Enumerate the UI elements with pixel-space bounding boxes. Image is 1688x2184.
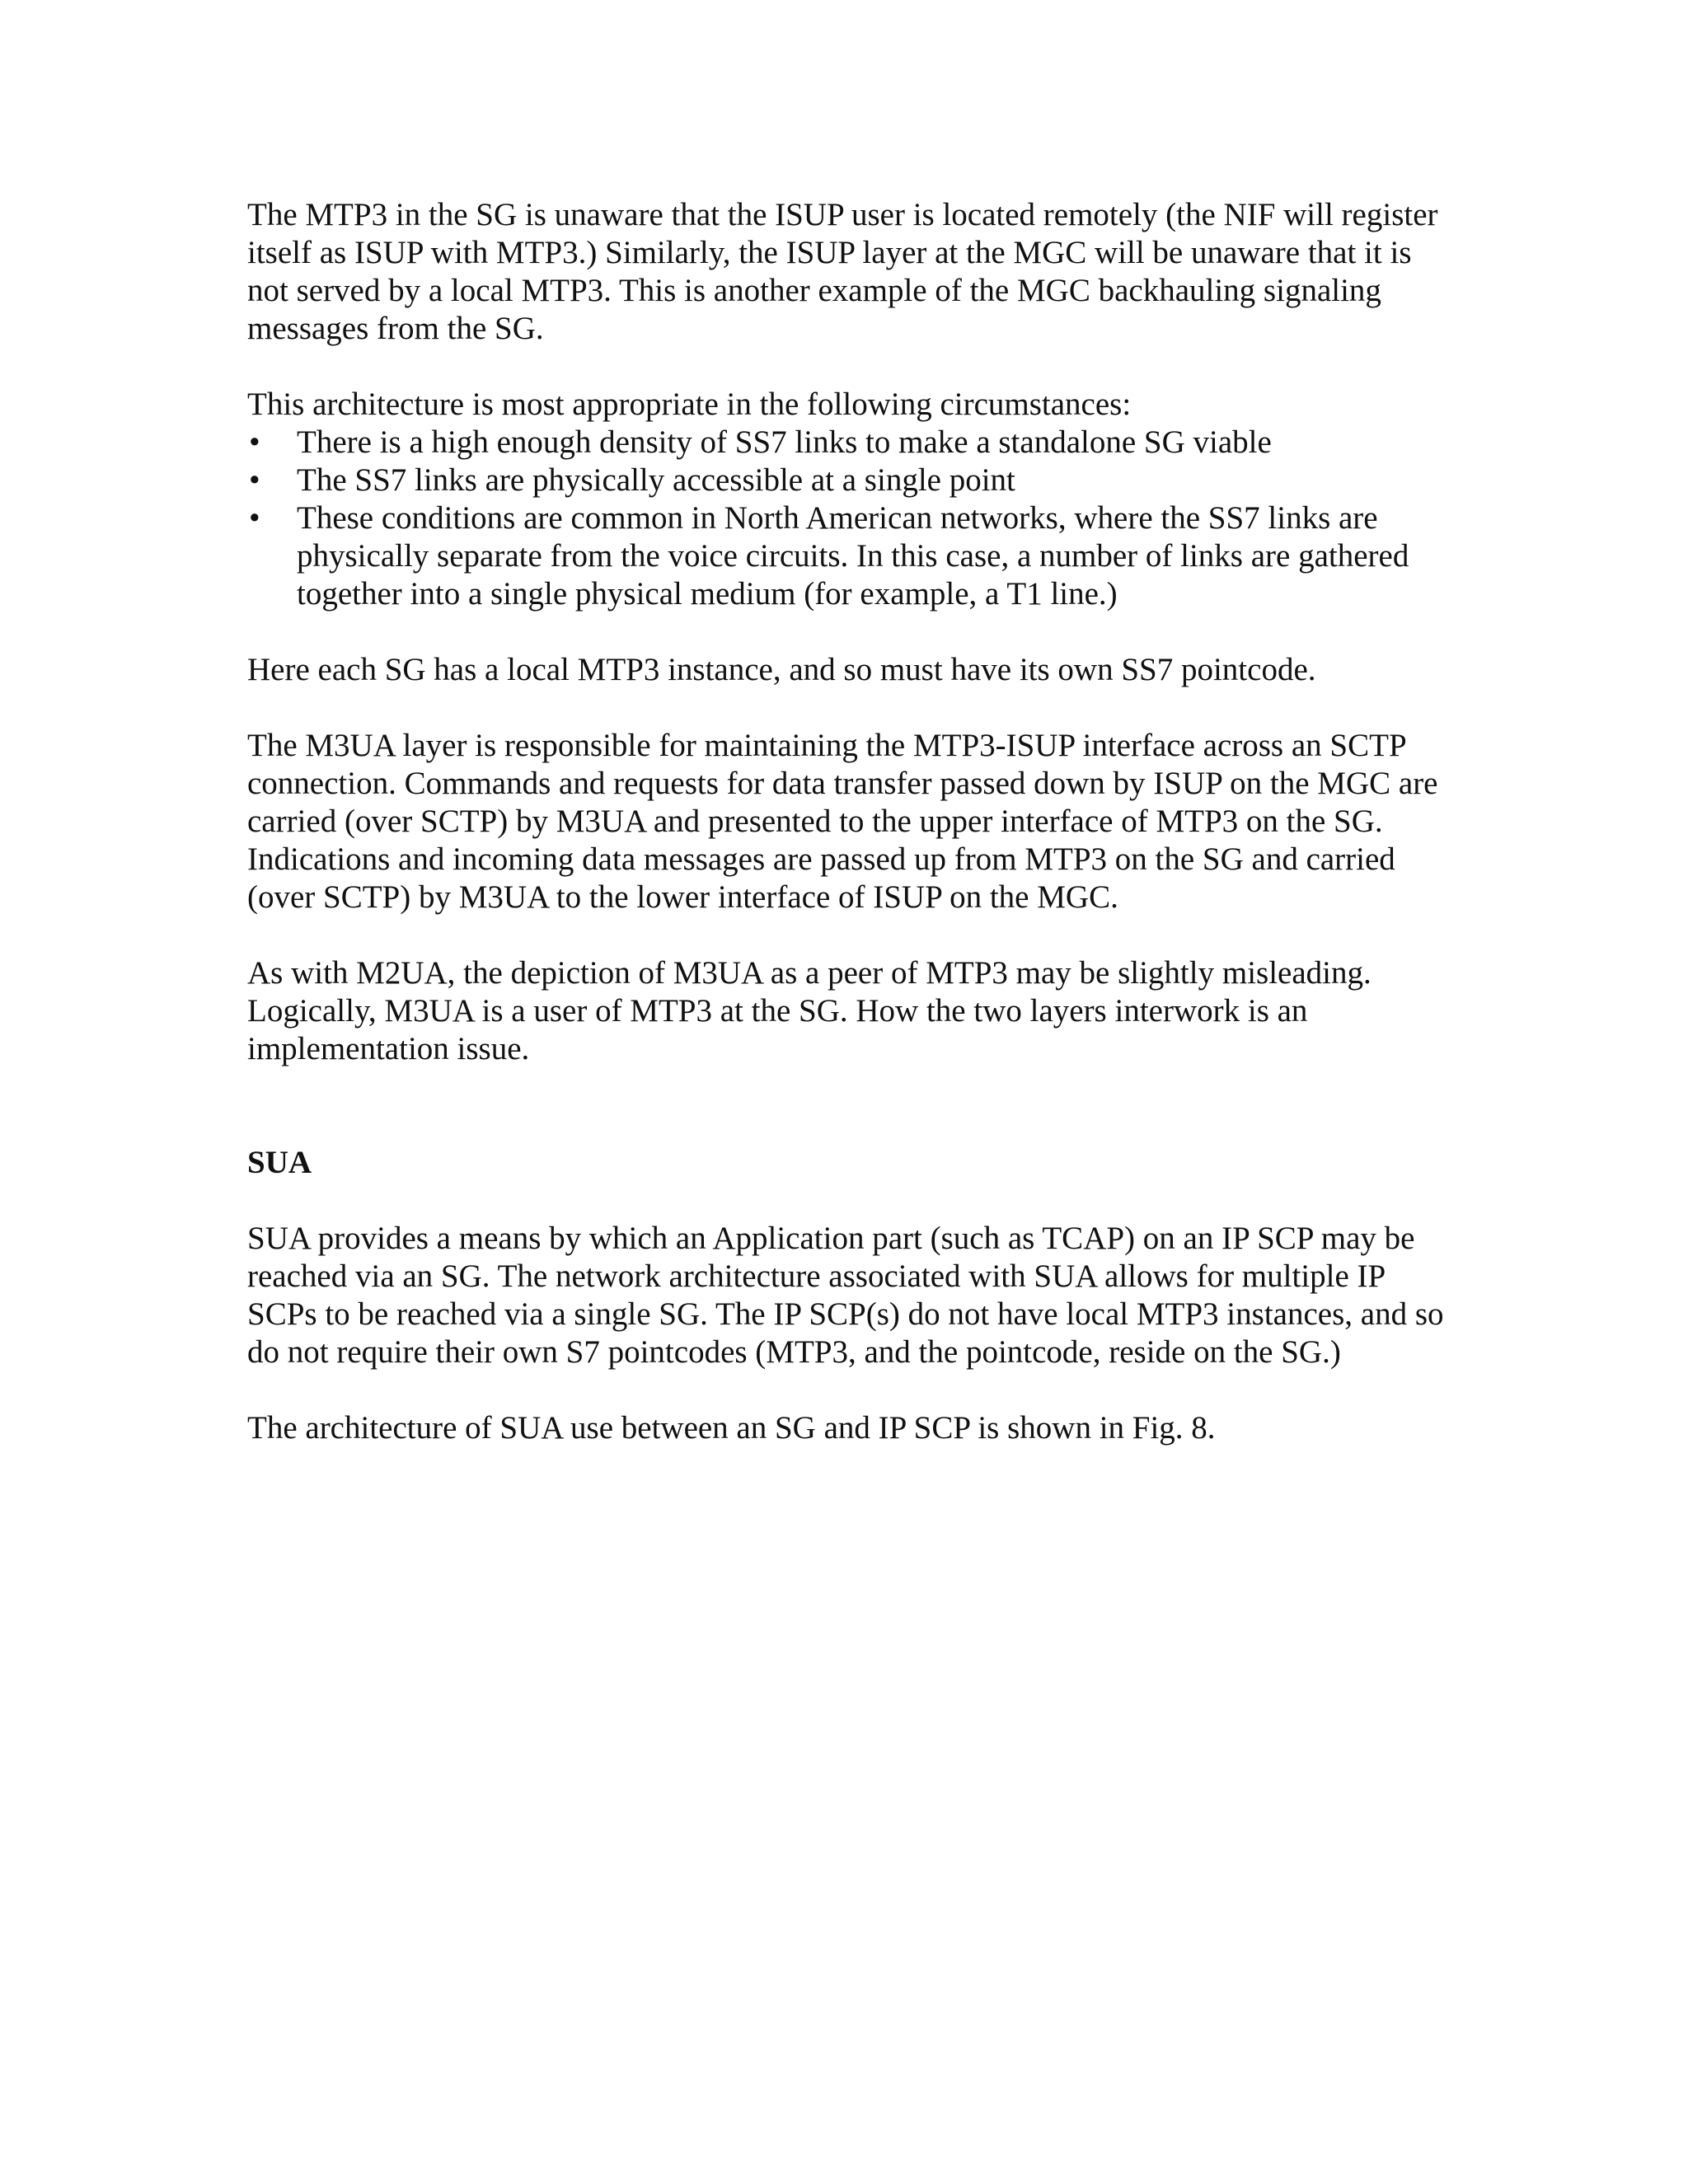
list-item (247, 462, 1451, 499)
bullet-icon: • (249, 500, 260, 536)
list-item-text: These conditions are common in North American networks, where the SS7 links are physically separate from the voice circuits. In this case, a number of links are gathered together into a single physical medium (for example, a T1 line.) (297, 500, 1409, 612)
list-item (247, 424, 1451, 462)
list-item (247, 499, 1451, 613)
document-body (247, 196, 1451, 1485)
paragraph-m2ua-depiction: As with M2UA, the depiction of M3UA as a peer of MTP3 may be slightly misleading. Logically, M3UA is a user of MTP3 at the SG. How the two layers interwork is an implementation issue. (247, 955, 1372, 1066)
list-item-text: There is a high enough density of SS7 links to make a standalone SG viable (297, 424, 1272, 460)
bullet-icon: • (249, 424, 260, 460)
section-heading-sua: SUA (247, 1145, 312, 1180)
list-item-text: The SS7 links are physically accessible at a single point (297, 462, 1015, 498)
bullet-list-circumstances (247, 424, 1451, 613)
paragraph-mtp3-unaware: The MTP3 in the SG is unaware that the ISUP user is located remotely (the NIF will register itself as ISUP with MTP3.) Similarly, the ISUP layer at the MGC will be unaware that it is not served by a local MTP3. This is another example of the MGC backhauling signaling messages from the SG. (247, 197, 1438, 346)
bullet-icon: • (249, 462, 260, 498)
paragraph-sua-architecture-figure: The architecture of SUA use between an SG and IP SCP is shown in Fig. 8. (247, 1410, 1216, 1446)
paragraph-sua-description: SUA provides a means by which an Application part (such as TCAP) on an IP SCP may be reached via an SG. The network architecture associated with SUA allows for multiple IP SCPs to be reached via a single SG. The IP SCP(s) do not have local MTP3 instances, and so do not require their own S7 pointcodes (MTP3, and the pointcode, reside on the SG.) (247, 1221, 1444, 1370)
paragraph-m3ua-layer: The M3UA layer is responsible for maintaining the MTP3-ISUP interface across an SCTP connection. Commands and requests for data transfer passed down by ISUP on the MGC are carried (over SCTP) by M3UA and presented to the upper interface of MTP3 on the SG. Indications and incoming data messages are passed up from MTP3 on the SG and carried (over SCTP) by M3UA to the lower interface of ISUP on the MGC. (247, 728, 1438, 915)
paragraph-local-mtp3-instance: Here each SG has a local MTP3 instance, and so must have its own SS7 pointcode. (247, 652, 1316, 687)
paragraph-architecture-circumstances: This architecture is most appropriate in the following circumstances: (247, 387, 1132, 422)
